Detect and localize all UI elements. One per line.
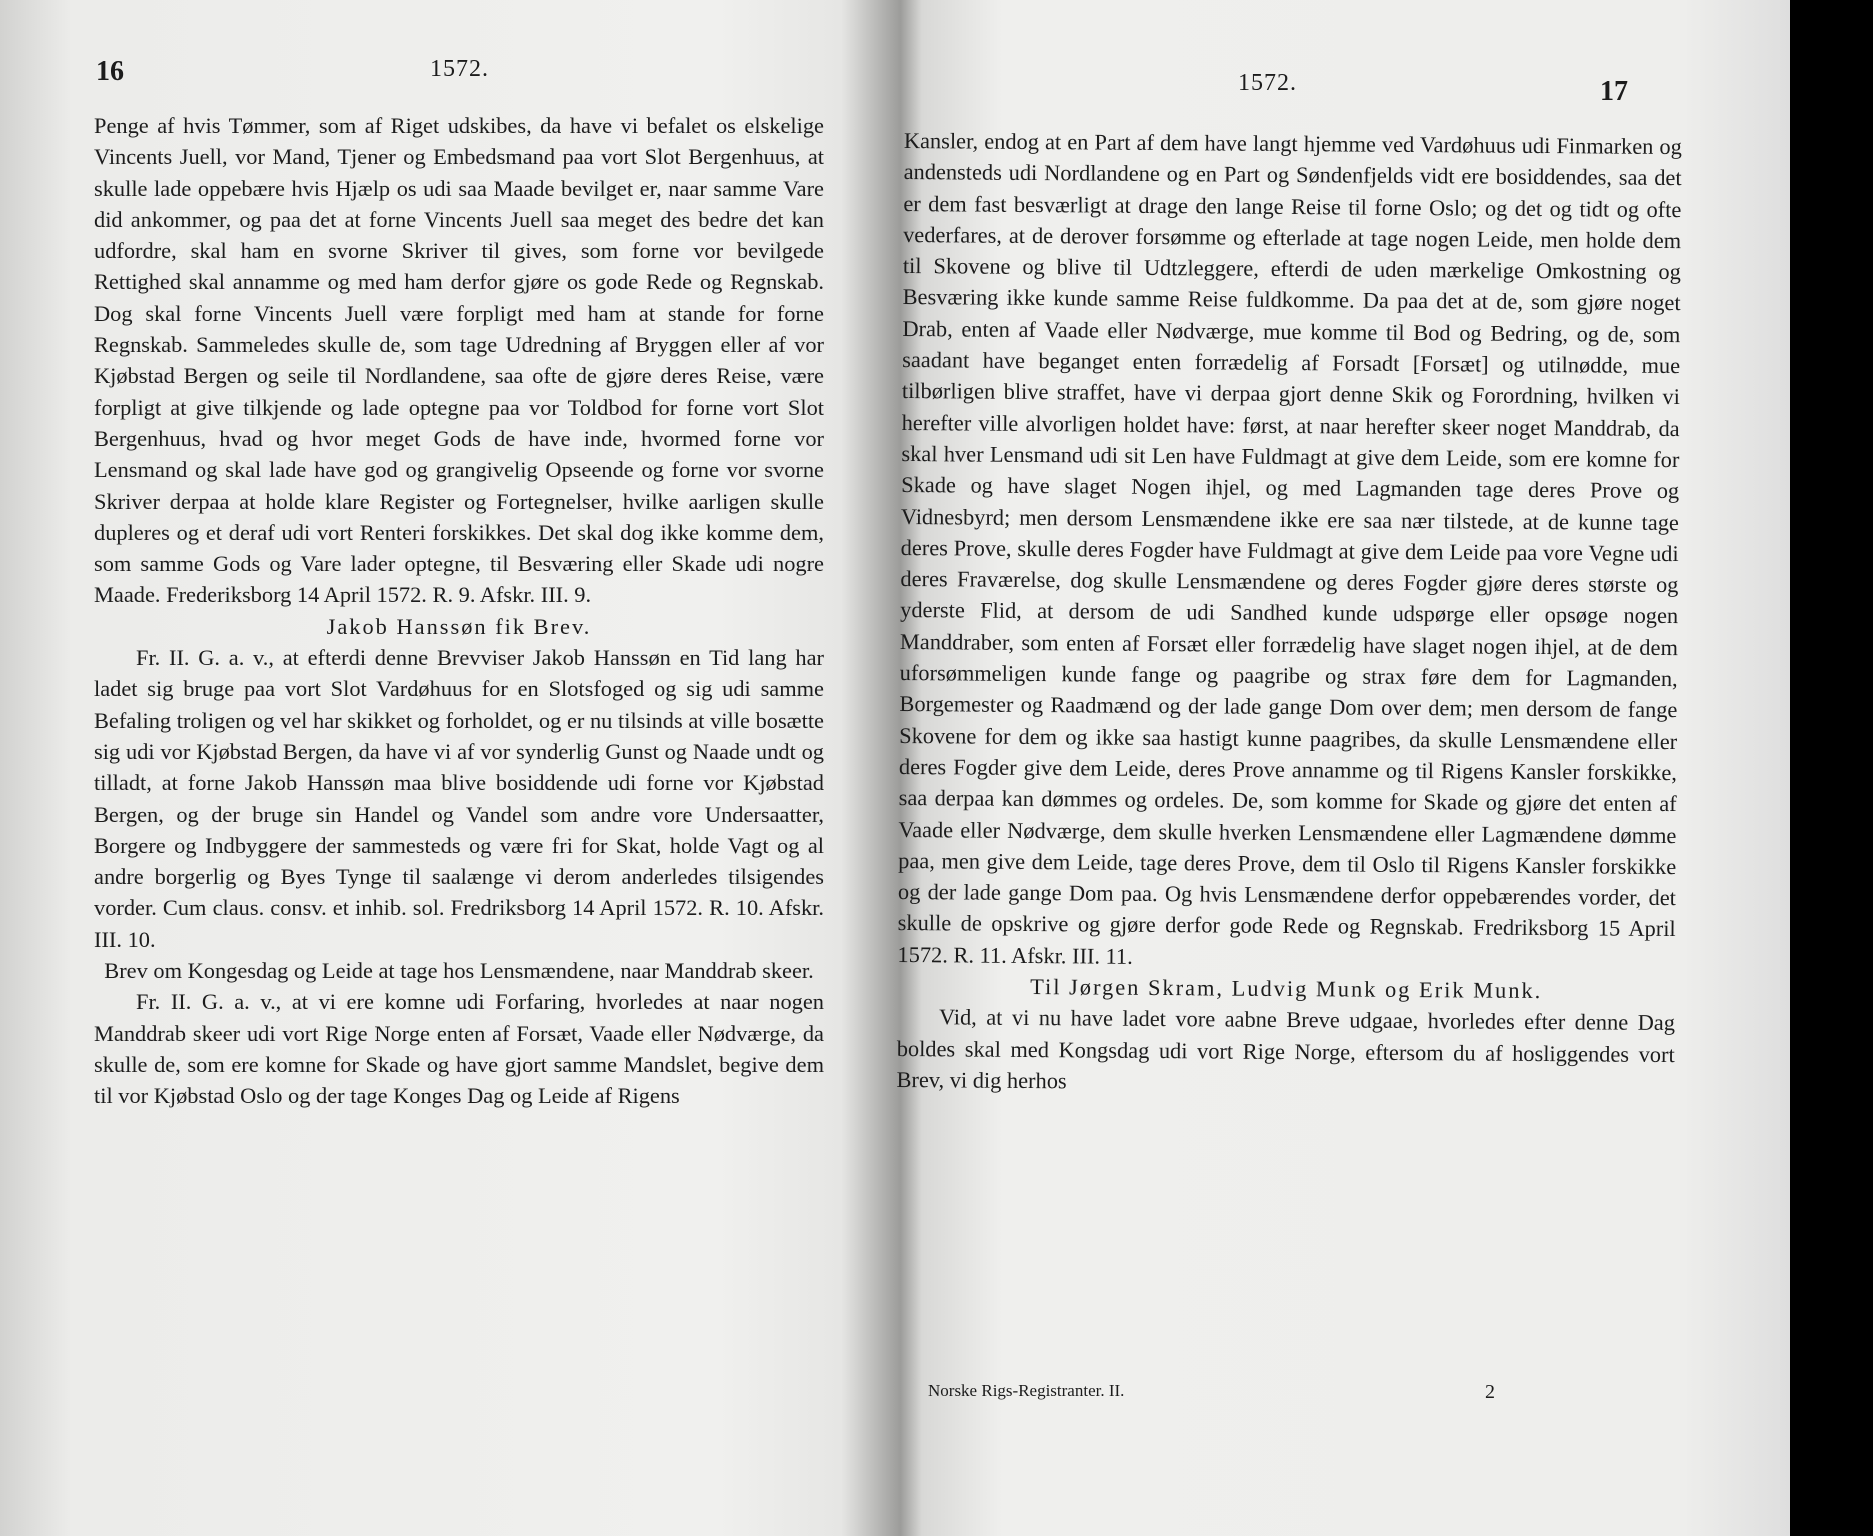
paragraph: Fr. II. G. a. v., at efterdi denne Brevviser Jakob Hanssøn en Tid lang har ladet sig bruge paa vort Slot Vardøhuus for en Slotsfoged og sig udi samme Befaling troligen og vel har skikket og forholdet, og er nu tilsinds at ville bosætte sig udi vor Kjøbstad Bergen, da have vi af vor synderlig Gunst og Naade undt og tilladt, at forne Jakob Hanssøn maa blive bosiddende udi forne vor Kjøbstad Bergen, og der bruge sin Handel og Vandel som andre vore Undersaatter, Borgere og Indbyggere der sammesteds og være fri for Skat, holde Vagt og al andre borgerlig og Byes Tynge til saalænge vi derom anderledes tilsigendes vorder. Cum claus. consv. et inhib. sol. Fredriksborg 14 April 1572. R. 10. Afskr. III. 10.: [94, 645, 824, 952]
entry-heading: Til Jørgen Skram, Ludvig Munk og Erik Munk.: [1030, 974, 1543, 1004]
paragraph: Kansler, endog at en Part af dem have langt hjemme ved Vardøhuus udi Finmarken og andensteds udi Nordlandene og en Part og Søndenfjelds vidt ere bosiddendes, saa det er dem fast besværligt at drage den lange Reise til forne Oslo; og det og tidt og ofte vederfares, at de derover forsømme og efterlade at tage nogen Leide, men holde dem til Skovene og blive til Udtzleggere, efterdi de uden mærkelige Omkostning og Besværing ikke kunde samme Reise fuldkomme. Da paa det at de, som gjøre noget Drab, enten af Vaade eller Nødværge, mue komme til Bod og Bedring, og de, som saadant have beganget enten forrædelig af Forsadt [Forsæt] og utilnødde, mue tilbørligen blive straffet, have vi derpaa gjort denne Skik og Forordning, hvilken vi herefter ville alvorligen holdet have: først, at naar herefter skeer noget Manddrab, da skal hver Lensmand udi sit Len have Fuldmagt at give dem Leide, som ere komne for Skade og have slaget Nogen ihjel, og med Lagmanden tage deres Prove og Vidnesbyrd; men dersom Lensmændene ikke ere saa nær tilstede, at de kunne tage deres Prove, skulle deres Fogder have Fuldmagt at give dem Leide paa vore Vegne udi deres Fraværelse, dog skulle Lensmændene og deres Fogder gjøre deres største og yderste Flid, at dersom de udi Sandhed kunde udspørge eller opsøge nogen Manddraber, som enten af Forsæt eller forrædelig have slaget nogen ihjel, at de dem uforsømmeligen kunde fange og paagribe og strax føre dem for Lagmanden, Borgemester og Raadmænd og der lade gange Dom over dem; men dersom de fange Skovene for dem og ikke saa hastigt kunne paagribes, da skulle Lensmændene eller deres Fogder give dem Leide, deres Prove annamme og til Rigens Kansler forskikke, saa derpaa kan dømmes og ordeles. De, som komme for Skade og gjøre det enten af Vaade eller Nødværge, dem skulle hverken Lensmændene eller Lagmændene dømme paa, men give dem Leide, tage deres Prove, dem til Oslo til Rigens Kansler forskikke og der lade gange Dom paa. Og hvis Lensmændene derfor oppebærendes vorder, det skulle de opskrive og gjøre derfor gode Rede og Regnskab. Fredriksborg 15 April 1572. R. 11. Afskr. III. 11.: [897, 127, 1682, 969]
running-head: 1572.: [1238, 70, 1297, 96]
paragraph: Vid, at vi nu have ladet vore aabne Breve udgaae, hvorledes efter denne Dag boldes skal med Kongsdag udi vort Rige Norge, eftersom du af hosliggendes vort Brev, vi dig herhos: [896, 1004, 1676, 1094]
page-number: 17: [1600, 76, 1628, 107]
signature-mark: 2: [1485, 1381, 1495, 1403]
left-page: [0, 0, 848, 1536]
right-page: [860, 0, 1790, 1536]
entry-heading: Brev om Kongesdag og Leide at tage hos Lensmændene, naar Manddrab skeer.: [104, 958, 814, 984]
paragraph: Fr. II. G. a. v., at vi ere komne udi Forfaring, hvorledes at naar nogen Manddrab skeer udi vort Rige Norge enten af Forsæt, Vaade eller Nødværge, da skulle de, som ere komne for Skade og have gjort samme Mandslet, begive dem til vor Kjøbstad Oslo og der tage Konges Dag og Leide af Rigens: [94, 989, 824, 1109]
paragraph: Penge af hvis Tømmer, som af Riget udskibes, da have vi befalet os elskelige Vincents Juell, vor Mand, Tjener og Embedsmand paa vort Slot Bergenhuus, at skulle lade oppebære hvis Hjælp os udi saa Maade bevilget er, naar samme Vare did ankommer, og paa det at forne Vincents Juell saa meget des bedre det kan udfordre, skal ham en svorne Skriver til gives, som forne vor bevilgede Rettighed skal annamme og med ham derfor gjøre os gode Rede og Regnskab. Dog skal forne Vincents Juell være forpligt med ham at stande for forne Regnskab. Sammeledes skulle de, som tage Udredning af Bryggen eller af vor Kjøbstad Bergen og seile til Nordlandene, saa ofte de gjøre deres Reise, være forpligt at give tilkjende og lade optegne paa vor Toldbod for forne vort Slot Bergenhuus, hvad og hvor meget Gods de have inde, hvormed forne vor Lensmand og skal lade have god og grangivelig Opseende og forne vor svorne Skriver derpaa at holde klare Register og Fortegnelser, hvilke aarligen skulle dupleres og et deraf udi vort Renteri forskikkes. Det skal dog ikke komme dem, som samme Gods og Vare lader optegne, til Besværing eller Skade udi nogre Maade. Frederiksborg 14 April 1572. R. 9. Afskr. III. 9.: [94, 113, 824, 608]
page-body: [94, 110, 824, 1112]
footer-title: Norske Rigs-Registranter. II.: [928, 1381, 1125, 1400]
page-number: 16: [96, 56, 124, 87]
scan-border: [1790, 0, 1873, 1536]
page-body: [896, 125, 1682, 1101]
running-head: 1572.: [430, 56, 489, 82]
entry-heading: Jakob Hanssøn fik Brev.: [326, 613, 592, 639]
